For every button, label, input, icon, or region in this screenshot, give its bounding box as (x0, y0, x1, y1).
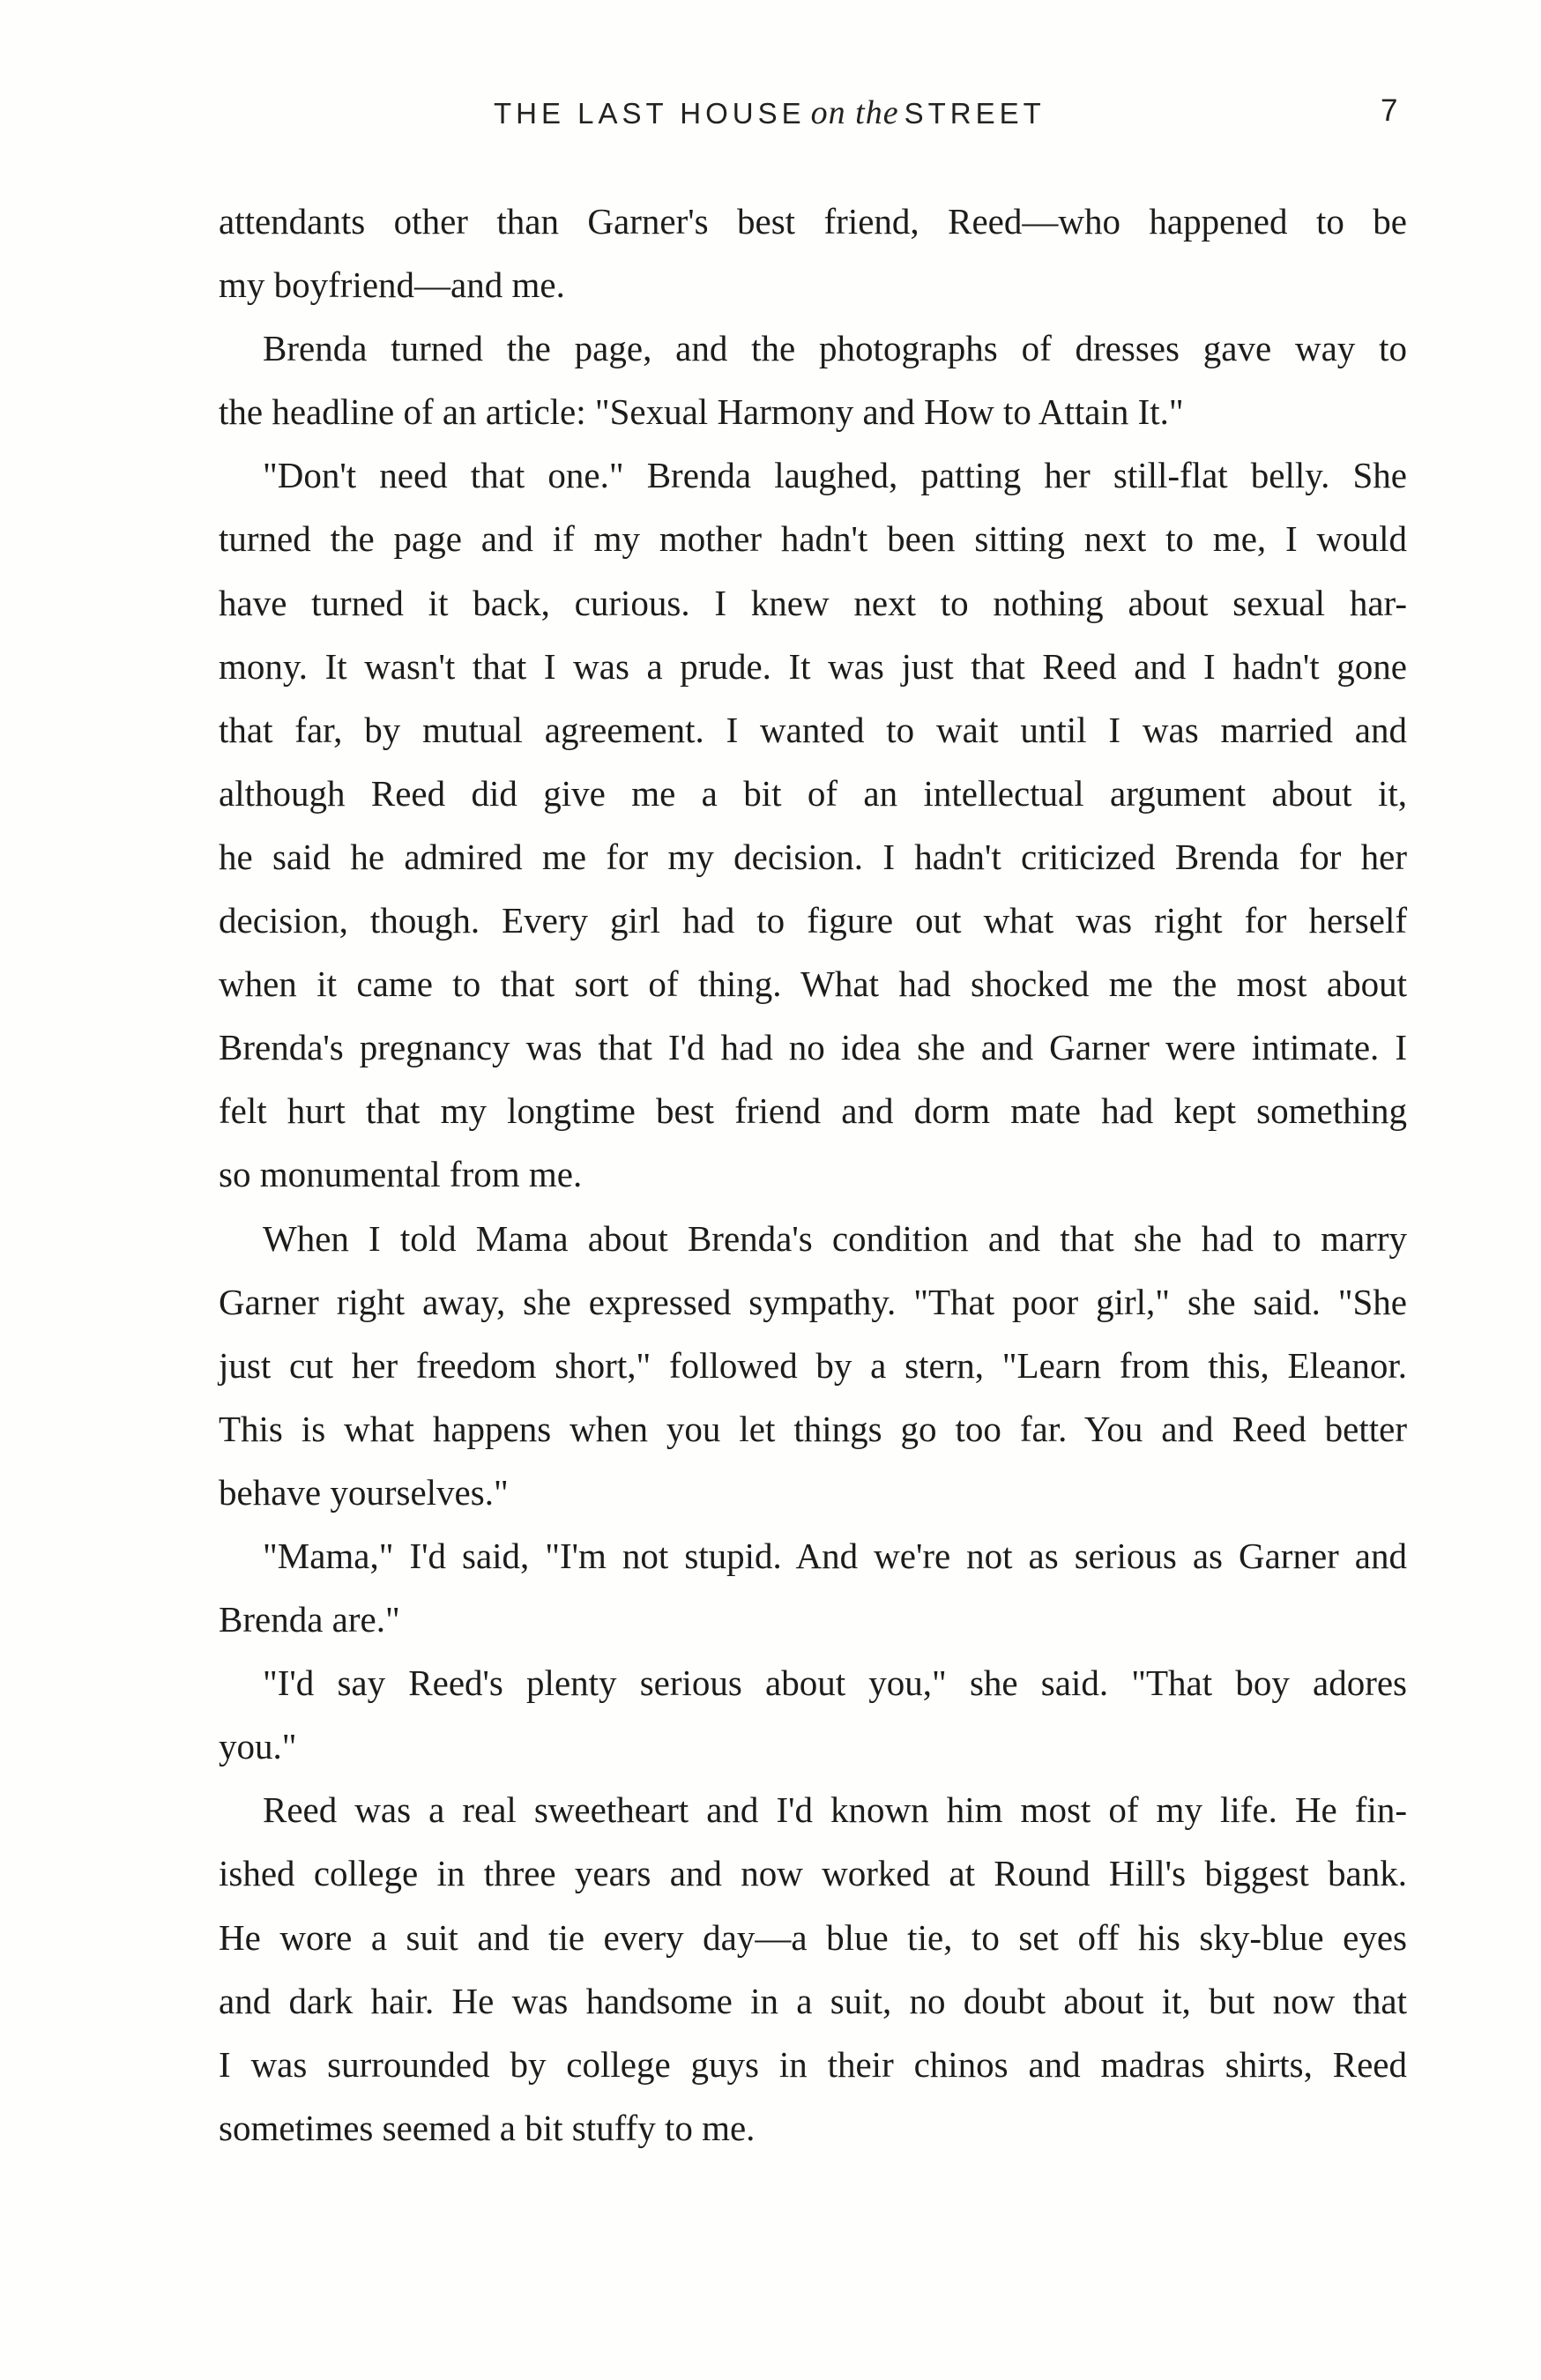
running-title (494, 93, 1046, 132)
running-title-left: THE LAST HOUSE (494, 97, 806, 130)
text-line: Reed was a real sweetheart and I'd known him most of my life. He fin- (263, 1789, 1407, 1831)
text-line: sometimes seemed a bit stuffy to me. (219, 2107, 756, 2148)
text-line: the headline of an article: "Sexual Harmony and How to Attain It." (219, 391, 1184, 433)
text-line: felt hurt that my longtime best friend and dorm mate had kept something (219, 1090, 1407, 1132)
text-line: although Reed did give me a bit of an intellectual argument about it, (219, 772, 1407, 814)
text-line: when it came to that sort of thing. What had shocked me the most about (219, 963, 1407, 1005)
text-line: Garner right away, she expressed sympathy. "That poor girl," she said. "She (219, 1281, 1407, 1322)
text-line: I was surrounded by college guys in their chinos and madras shirts, Reed (219, 2043, 1407, 2085)
text-line: my boyfriend—and me. (219, 264, 565, 306)
running-title-right: STREET (904, 97, 1046, 130)
text-line: Brenda's pregnancy was that I'd had no idea she and Garner were intimate. I (219, 1027, 1407, 1068)
text-line: "Mama," I'd said, "I'm not stupid. And we're not as serious as Garner and (263, 1535, 1407, 1576)
text-line: Brenda turned the page, and the photographs of dresses gave way to (263, 328, 1407, 369)
text-line: so monumental from me. (219, 1154, 583, 1195)
text-line: This is what happens when you let things go too far. You and Reed better (219, 1408, 1407, 1449)
page-number: 7 (1381, 93, 1398, 128)
text-line: "Don't need that one." Brenda laughed, patting her still-flat belly. She (263, 455, 1407, 496)
running-head (0, 93, 1541, 138)
text-line: just cut her freedom short," followed by a stern, "Learn from this, Eleanor. (219, 1344, 1407, 1386)
text-line: you." (219, 1726, 297, 1767)
text-line: ished college in three years and now worked at Round Hill's biggest bank. (219, 1853, 1407, 1894)
text-line: Brenda are." (219, 1599, 400, 1640)
text-line: decision, though. Every girl had to figure out what was right for herself (219, 900, 1407, 941)
text-line: turned the page and if my mother hadn't been sitting next to me, I would (219, 518, 1407, 560)
text-line: "I'd say Reed's plenty serious about you," she said. "That boy adores (263, 1662, 1407, 1704)
text-line: he said he admired me for my decision. I hadn't criticized Brenda for her (219, 836, 1407, 877)
text-line: When I told Mama about Brenda's condition and that she had to marry (263, 1217, 1407, 1259)
text-line: behave yourselves." (219, 1471, 509, 1513)
text-line: mony. It wasn't that I was a prude. It was just that Reed and I hadn't gone (219, 645, 1407, 687)
text-line: have turned it back, curious. I knew next to nothing about sexual har- (219, 582, 1407, 623)
text-line: and dark hair. He was handsome in a suit, no doubt about it, but now that (219, 1980, 1407, 2021)
body-text (219, 190, 1407, 2160)
text-line: attendants other than Garner's best friend, Reed—who happened to be (219, 201, 1407, 242)
text-line: He wore a suit and tie every day—a blue tie, to set off his sky-blue eyes (219, 1916, 1407, 1958)
running-title-script: on the (810, 94, 899, 131)
text-line: that far, by mutual agreement. I wanted to wait until I was married and (219, 709, 1407, 750)
